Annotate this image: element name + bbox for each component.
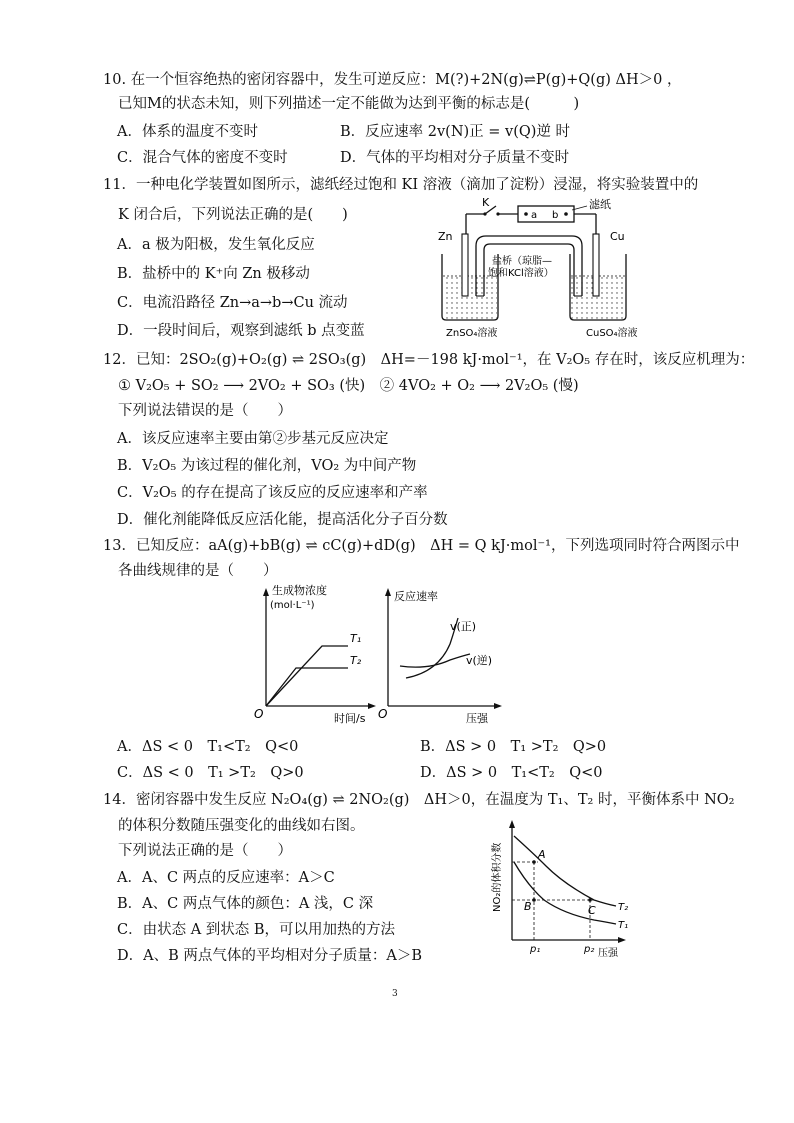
label-a: A bbox=[538, 848, 546, 861]
label-b: B bbox=[524, 900, 532, 913]
fig1-ylabel-2: (mol·L⁻¹) bbox=[270, 600, 315, 611]
q10-stem-line2: 已知M的状态未知，则下列描述一定不能做为达到平衡的标志是( ) bbox=[118, 96, 580, 112]
q11-stem-line2: K 闭合后，下列说法正确的是( ) bbox=[118, 207, 348, 223]
q10-option-c: C．混合气体的密度不变时 bbox=[117, 150, 288, 166]
q11-option-c: C．电流沿路径 Zn→a→b→Cu 流动 bbox=[117, 295, 348, 311]
q12-option-a: A．该反应速率主要由第②步基元反应决定 bbox=[117, 431, 389, 447]
label-salt-bridge-1: 盐桥（琼脂— bbox=[492, 256, 552, 267]
page-number: 3 bbox=[392, 989, 398, 999]
q12-mechanism: ① V₂O₅ + SO₂ ⟶ 2VO₂ + SO₃ (快) ② 4VO₂ + O₂ ⟶ 2V₂O₅ (慢) bbox=[118, 378, 579, 394]
label-v-reverse: v(逆) bbox=[466, 654, 493, 667]
q12-option-b: B．V₂O₅ 为该过程的催化剂，VO₂ 为中间产物 bbox=[117, 458, 417, 474]
fig1-xlabel: 时间/s bbox=[334, 712, 366, 724]
curve-v-reverse bbox=[400, 654, 470, 667]
q10-option-d: D．气体的平均相对分子质量不变时 bbox=[340, 150, 570, 166]
fig2-ylabel: 反应速率 bbox=[394, 590, 438, 603]
label-p2: p₂ bbox=[584, 944, 595, 955]
q13-stem-line2: 各曲线规律的是（ ） bbox=[118, 563, 278, 579]
point-b bbox=[532, 898, 536, 902]
q13-option-c: C．ΔS < 0 T₁ >T₂ Q>0 bbox=[117, 765, 304, 781]
q10-option-a: A．体系的温度不变时 bbox=[117, 124, 258, 140]
q13-option-b: B．ΔS > 0 T₁ >T₂ Q>0 bbox=[420, 739, 607, 755]
label-znso4: ZnSO₄溶液 bbox=[446, 328, 498, 339]
q12-stem-line3: 下列说法错误的是（ ） bbox=[118, 403, 292, 419]
zn-electrode bbox=[462, 234, 468, 296]
q11-stem-line1: 11．一种电化学装置如图所示，滤纸经过饱和 KI 溶液（滴加了淀粉）浸湿，将实验装置中的 bbox=[103, 177, 699, 193]
q13-concentration-time-graph bbox=[250, 582, 380, 724]
q13-option-a: A．ΔS < 0 T₁<T₂ Q<0 bbox=[117, 739, 299, 755]
curve-t2 bbox=[514, 836, 616, 906]
label-t2: T₂ bbox=[618, 902, 629, 913]
label-zn: Zn bbox=[438, 230, 453, 243]
q14-stem-line2: 的体积分数随压强变化的曲线如右图。 bbox=[118, 818, 365, 834]
label-t1: T₁ bbox=[618, 920, 629, 931]
cu-electrode bbox=[593, 234, 599, 296]
label-filter-paper: 滤纸 bbox=[589, 198, 611, 211]
q12-option-d: D．催化剂能降低反应活化能，提高活化分子百分数 bbox=[117, 512, 448, 528]
point-a bbox=[532, 860, 536, 864]
q14-stem-line3: 下列说法正确的是（ ） bbox=[118, 843, 292, 859]
q14-stem-line1: 14．密闭容器中发生反应 N₂O₄(g) ⇌ 2NO₂(g) ΔH＞0，在温度为 T₁、T₂ 时，平衡体系中 NO₂ bbox=[103, 792, 735, 808]
fig1-ylabel-1: 生成物浓度 bbox=[272, 584, 327, 597]
fig1-origin: O bbox=[254, 707, 264, 721]
q14-option-d: D．A、B 两点气体的平均相对分子质量：A＞B bbox=[117, 948, 422, 964]
q14-option-b: B．A、C 两点气体的颜色：A 浅，C 深 bbox=[117, 896, 374, 912]
label-salt-bridge-2: 饱和KCl溶液） bbox=[488, 268, 554, 279]
point-c bbox=[588, 898, 592, 902]
left-solution bbox=[443, 276, 497, 319]
label-b: b bbox=[552, 210, 559, 221]
q14-option-c: C．由状态 A 到状态 B，可以用加热的方法 bbox=[117, 922, 396, 938]
label-cu: Cu bbox=[610, 230, 625, 243]
q12-stem-line1: 12．已知：2SO₂(g)+O₂(g) ⇌ 2SO₃(g) ΔH=－198 kJ·mol⁻¹，在 V₂O₅ 存在时，该反应机理为： bbox=[103, 352, 755, 368]
fig2-origin: O bbox=[378, 707, 388, 721]
label-cuso4: CuSO₄溶液 bbox=[586, 328, 638, 339]
q14-no2-fraction-graph bbox=[484, 814, 644, 960]
fig-ylabel: NO₂的体积分数 bbox=[492, 842, 503, 912]
q14-option-a: A．A、C 两点的反应速率：A＞C bbox=[117, 870, 335, 886]
curve-t1 bbox=[514, 862, 616, 924]
label-t2: T₂ bbox=[350, 654, 362, 667]
q11-option-b: B．盐桥中的 K⁺向 Zn 极移动 bbox=[117, 266, 310, 282]
fig-xlabel: 压强 bbox=[598, 948, 618, 959]
electrochemical-cell-diagram bbox=[430, 196, 660, 344]
q13-stem-line1: 13．已知反应：aA(g)+bB(g) ⇌ cC(g)+dD(g) ΔH = Q kJ·mol⁻¹，下列选项同时符合两图示中 bbox=[103, 538, 740, 554]
q13-option-d: D．ΔS > 0 T₁<T₂ Q<0 bbox=[420, 765, 603, 781]
label-a: a bbox=[531, 210, 538, 221]
q11-option-a: A．a 极为阳极，发生氧化反应 bbox=[117, 237, 315, 253]
label-c: C bbox=[588, 904, 596, 917]
label-v-forward: v(正) bbox=[450, 620, 477, 633]
label-t1: T₁ bbox=[350, 632, 362, 645]
q11-option-d: D．一段时间后，观察到滤纸 b 点变蓝 bbox=[117, 323, 365, 339]
label-p1: p₁ bbox=[530, 944, 541, 955]
curve-t2 bbox=[266, 668, 348, 706]
label-k: K bbox=[482, 196, 490, 209]
curve-t1 bbox=[266, 646, 348, 706]
q12-option-c: C．V₂O₅ 的存在提高了该反应的反应速率和产率 bbox=[117, 485, 428, 501]
q13-rate-pressure-graph bbox=[378, 582, 508, 724]
q10-option-b: B．反应速率 2v(N)正 = v(Q)逆 时 bbox=[340, 124, 571, 140]
fig2-xlabel: 压强 bbox=[466, 712, 488, 724]
q10-stem-line1: 10. 在一个恒容绝热的密闭容器中，发生可逆反应：M(?)+2N(g)⇌P(g)+Q(g) ΔH＞0 ， bbox=[103, 72, 682, 88]
